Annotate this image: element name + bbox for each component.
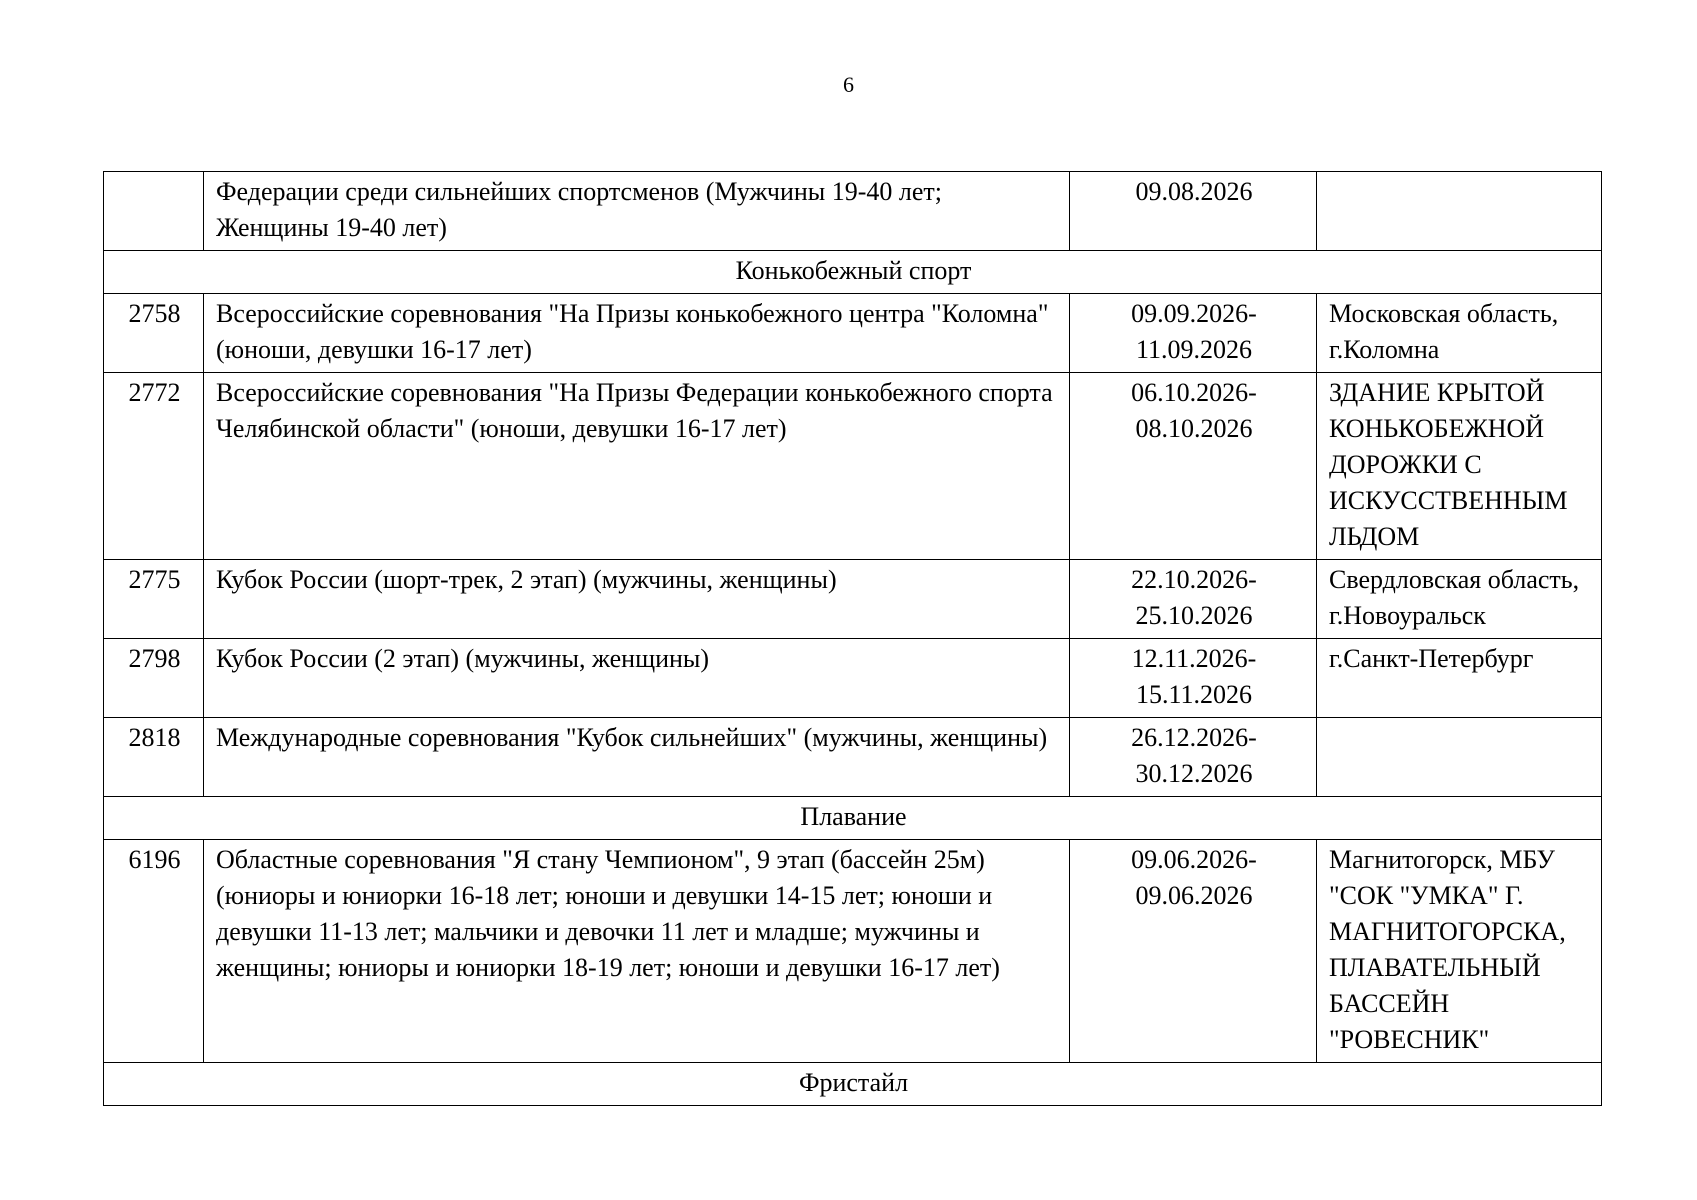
event-place [1317,172,1602,251]
event-date-end: 08.10.2026 [1135,414,1253,443]
event-place [1317,718,1602,797]
event-dates [1070,560,1317,639]
event-name: Международные соревнования "Кубок сильнейших" (мужчины, женщины) [204,718,1070,797]
section-title: Конькобежный спорт [104,251,1602,294]
event-number: 2758 [104,294,204,373]
event-number: 2772 [104,373,204,560]
event-date-start: 09.06.2026- [1131,845,1257,874]
event-number: 2818 [104,718,204,797]
page-number: 6 [843,72,854,97]
section-header-row [104,797,1602,840]
event-number: 2775 [104,560,204,639]
event-place: г.Санкт-Петербург [1317,639,1602,718]
event-number: 6196 [104,840,204,1063]
section-title: Плавание [104,797,1602,840]
event-dates [1070,172,1317,251]
event-date-end: 11.09.2026 [1135,335,1253,364]
event-date-end: 15.11.2026 [1135,680,1253,709]
event-date-start: 12.11.2026- [1131,644,1257,673]
table-row [104,294,1602,373]
event-date-start: 26.12.2026- [1131,723,1257,752]
event-dates [1070,840,1317,1063]
table-row [104,840,1602,1063]
event-date-end: 09.06.2026 [1135,881,1253,910]
event-name: Областные соревнования "Я стану Чемпионом", 9 этап (бассейн 25м) (юниоры и юниорки 16-18 лет; юноши и девушки 14-15 лет; юноши и девушки 11-13 лет; мальчики и девочки 11 лет и младше; мужчины и женщины; юниоры и юниорки 18-19 лет; юноши и девушки 16-17 лет) [204,840,1070,1063]
event-date-start: 06.10.2026- [1131,378,1257,407]
event-place: Магнитогорск, МБУ "СОК "УМКА" Г. МАГНИТОГОРСКА, ПЛАВАТЕЛЬНЫЙ БАССЕЙН "РОВЕСНИК" [1317,840,1602,1063]
event-name: Кубок России (2 этап) (мужчины, женщины) [204,639,1070,718]
section-title: Фристайл [104,1063,1602,1106]
event-date-end: 30.12.2026 [1135,759,1253,788]
event-date-start: 09.09.2026- [1131,299,1257,328]
event-name: Всероссийские соревнования "На Призы конькобежного центра "Коломна" (юноши, девушки 16-17 лет) [204,294,1070,373]
event-name: Федерации среди сильнейших спортсменов (Мужчины 19-40 лет; Женщины 19-40 лет) [204,172,1070,251]
event-name: Всероссийские соревнования "На Призы Федерации конькобежного спорта Челябинской области" (юноши, девушки 16-17 лет) [204,373,1070,560]
section-header-row [104,251,1602,294]
event-number [104,172,204,251]
event-dates [1070,373,1317,560]
table-row [104,373,1602,560]
event-date-end: 25.10.2026 [1135,601,1253,630]
event-date-start: 09.08.2026 [1135,177,1253,206]
table-row [104,718,1602,797]
table-row [104,639,1602,718]
event-name: Кубок России (шорт-трек, 2 этап) (мужчины, женщины) [204,560,1070,639]
event-place: Московская область, г.Коломна [1317,294,1602,373]
event-dates [1070,639,1317,718]
table-row [104,172,1602,251]
event-dates [1070,294,1317,373]
events-table [103,171,1602,1106]
table-row [104,560,1602,639]
event-date-start: 22.10.2026- [1131,565,1257,594]
event-place: Свердловская область, г.Новоуральск [1317,560,1602,639]
section-header-row [104,1063,1602,1106]
event-number: 2798 [104,639,204,718]
event-place: ЗДАНИЕ КРЫТОЙ КОНЬКОБЕЖНОЙ ДОРОЖКИ С ИСКУССТВЕННЫМ ЛЬДОМ [1317,373,1602,560]
event-dates [1070,718,1317,797]
